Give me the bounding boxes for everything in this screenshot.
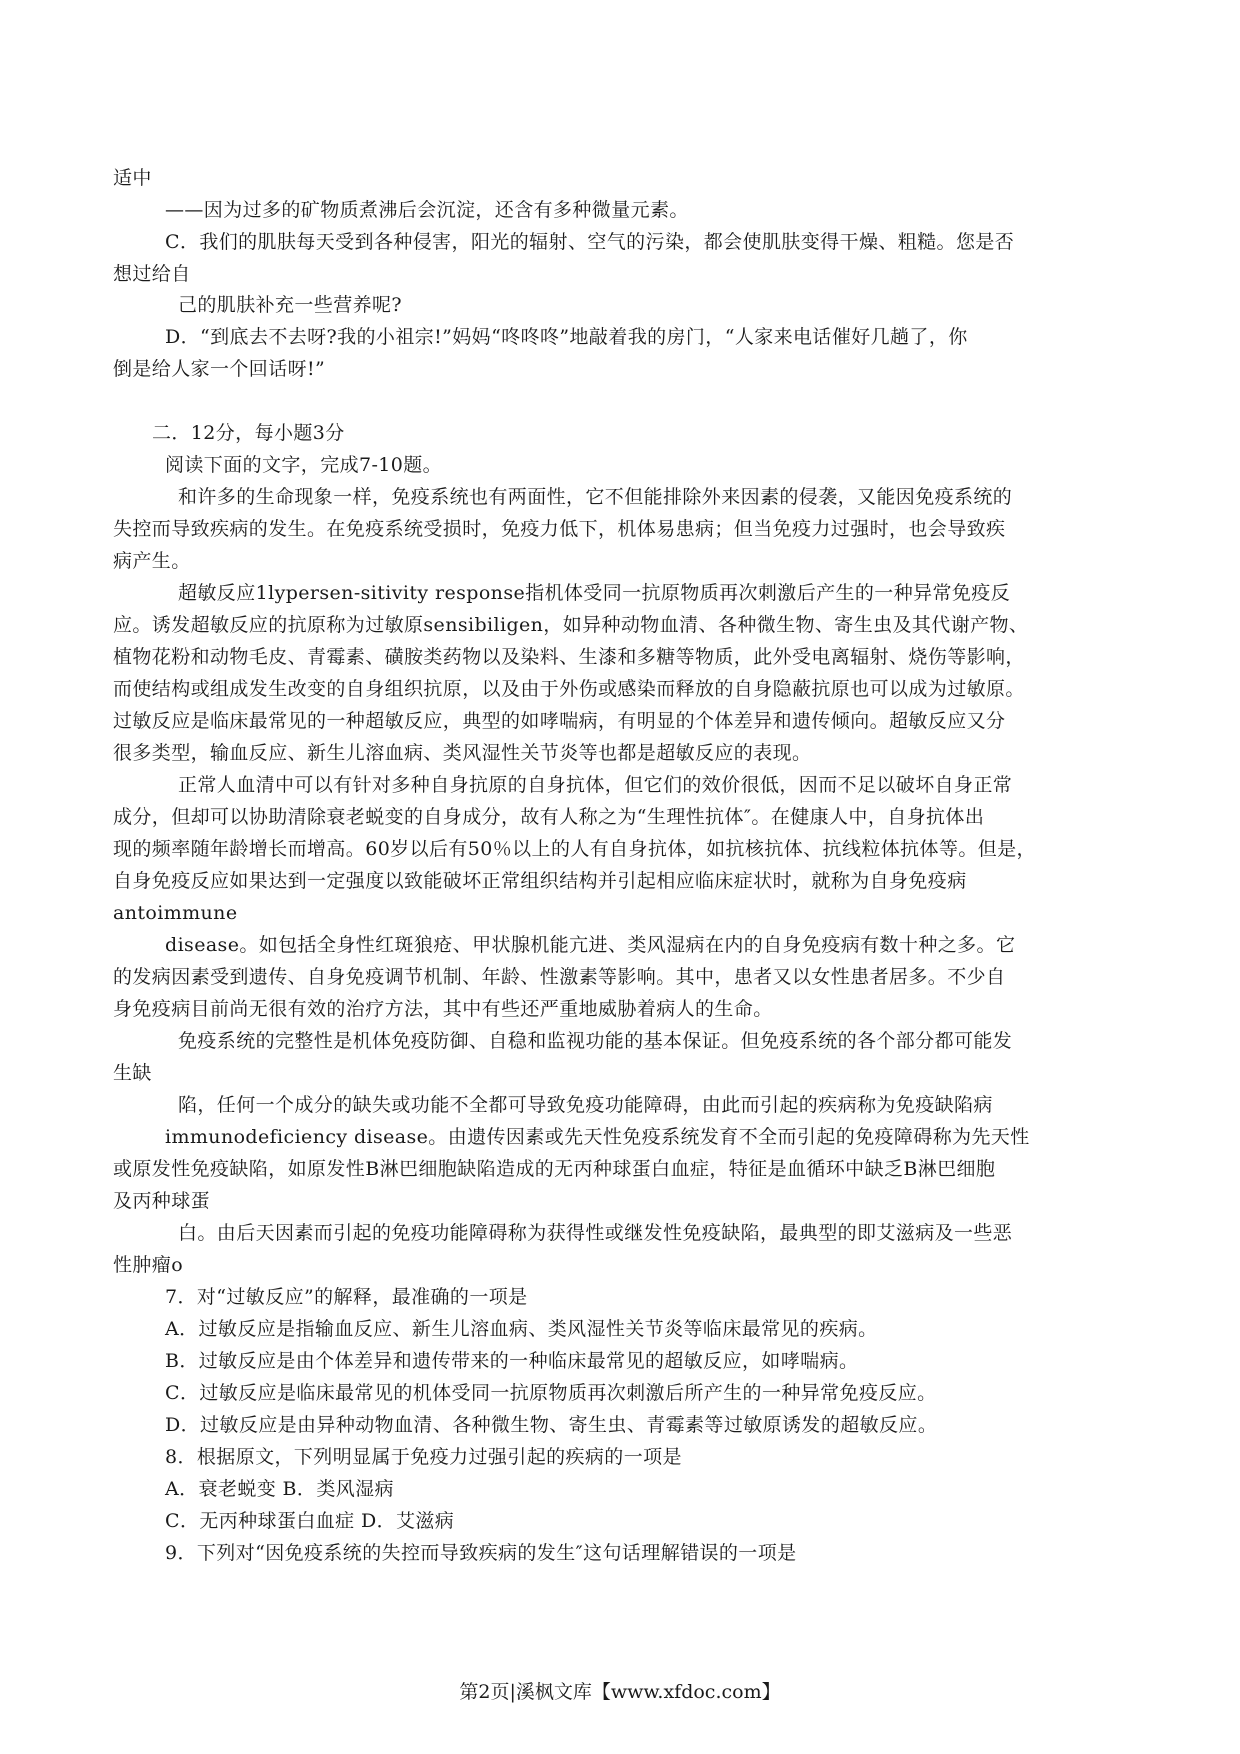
section-heading: 二．12分，每小题3分 <box>152 422 345 444</box>
text-line: disease。如包括全身性红斑狼疮、甲状腺机能亢进、类风湿病在内的自身免疫病有数十种之多。它 <box>165 934 1016 956</box>
option-line: C．无丙种球蛋白血症 D．艾滋病 <box>165 1510 455 1532</box>
text-line: 自身免疫反应如果达到一定强度以致能破坏正常组织结构并引起相应临床症状时，就称为自身免疫病 <box>113 870 967 892</box>
text-line: antoimmune <box>113 902 238 924</box>
text-line: 而使结构或组成发生改变的自身组织抗原，以及由于外伤或感染而释放的自身隐蔽抗原也可以成为过敏原。 <box>113 678 1025 700</box>
question-8: 8．根据原文，下列明显属于免疫力过强引起的疾病的一项是 <box>165 1446 682 1468</box>
text-line: 的发病因素受到遗传、自身免疫调节机制、年龄、性激素等影响。其中，患者又以女性患者居多。不少自 <box>113 966 1006 988</box>
text-line: 和许多的生命现象一样，免疫系统也有两面性，它不但能排除外来因素的侵袭，又能因免疫系统的 <box>178 486 1013 508</box>
text-line: 现的频率随年龄增长而增高。60岁以后有50％以上的人有自身抗体，如抗核抗体、抗线粒体抗体等。但是， <box>113 838 1036 860</box>
text-line: 正常人血清中可以有针对多种自身抗原的自身抗体，但它们的效价很低，因而不足以破坏自身正常 <box>178 774 1013 796</box>
text-line: C．我们的肌肤每天受到各种侵害，阳光的辐射、空气的污染，都会使肌肤变得干燥、粗糙。您是否 <box>165 231 1015 253</box>
text-line: 成分，但却可以协助清除衰老蜕变的自身成分，故有人称之为“生理性抗体″。在健康人中，自身抗体出 <box>113 806 985 828</box>
text-line: 超敏反应1lypersen-sitivity response指机体受同一抗原物质再次刺激后产生的一种异常免疫反 <box>178 582 1011 604</box>
text-line: 过敏反应是临床最常见的一种超敏反应，典型的如哮喘病，有明显的个体差异和遗传倾向。超敏反应又分 <box>113 710 1006 732</box>
text-line: D．“到底去不去呀?我的小祖宗!”妈妈“咚咚咚”地敲着我的房门，“人家来电话催好几趟了，你 <box>165 326 968 348</box>
text-line: 免疫系统的完整性是机体免疫防御、自稳和监视功能的基本保证。但免疫系统的各个部分都可能发 <box>178 1030 1013 1052</box>
text-line: 应。诱发超敏反应的抗原称为过敏原sensibiligen，如异种动物血清、各种微生物、寄生虫及其代谢产物、 <box>113 614 1029 636</box>
option-line: A．衰老蜕变 B．类风湿病 <box>165 1478 394 1500</box>
text-line: 病产生。 <box>113 550 191 572</box>
option-line: C．过敏反应是临床最常见的机体受同一抗原物质再次刺激后所产生的一种异常免疫反应。 <box>165 1382 937 1404</box>
text-line: 或原发性免疫缺陷，如原发性B淋巴细胞缺陷造成的无丙种球蛋白血症，特征是血循环中缺乏B淋巴细胞 <box>113 1158 996 1180</box>
text-line: 失控而导致疾病的发生。在免疫系统受损时，免疫力低下，机体易患病；但当免疫力过强时，也会导致疾 <box>113 518 1006 540</box>
text-line: 及丙种球蛋 <box>113 1190 211 1212</box>
text-line: 倒是给人家一个回话呀!” <box>113 358 326 380</box>
text-line: 己的肌肤补充一些营养呢? <box>178 294 402 316</box>
text-line: 植物花粉和动物毛皮、青霉素、磺胺类药物以及染料、生漆和多糖等物质，此外受电离辐射、烧伤等影响， <box>113 646 1025 668</box>
option-line: D．过敏反应是由异种动物血清、各种微生物、寄生虫、青霉素等过敏原诱发的超敏反应。 <box>165 1414 938 1436</box>
page-footer: 第2页|溪枫文库【www.xfdoc.com】 <box>459 1681 781 1703</box>
text-line: immunodeficiency disease。由遗传因素或先天性免疫系统发育不全而引起的免疫障碍称为先天性 <box>165 1126 1030 1148</box>
text-line: 阅读下面的文字，完成7-10题。 <box>165 454 443 476</box>
option-line: A．过敏反应是指输血反应、新生儿溶血病、类风湿性关节炎等临床最常见的疾病。 <box>165 1318 878 1340</box>
text-line: 生缺 <box>113 1062 152 1084</box>
text-line: 性肿瘤o <box>113 1254 184 1276</box>
text-line: 身免疫病目前尚无很有效的治疗方法，其中有些还严重地威胁着病人的生命。 <box>113 998 773 1020</box>
question-9: 9．下列对“因免疫系统的失控而导致疾病的发生″这句话理解错误的一项是 <box>165 1542 797 1564</box>
option-line: B．过敏反应是由个体差异和遗传带来的一种临床最常见的超敏反应，如哮喘病。 <box>165 1350 859 1372</box>
text-line: 陷，任何一个成分的缺失或功能不全都可导致免疫功能障碍，由此而引起的疾病称为免疫缺陷病 <box>178 1094 993 1116</box>
text-line: 想过给自 <box>113 263 191 285</box>
text-line: 适中 <box>113 167 152 189</box>
text-line: ——因为过多的矿物质煮沸后会沉淀，还含有多种微量元素。 <box>165 199 689 221</box>
question-7: 7．对“过敏反应”的解释，最准确的一项是 <box>165 1286 528 1308</box>
text-line: 很多类型，输血反应、新生儿溶血病、类风湿性关节炎等也都是超敏反应的表现。 <box>113 742 812 764</box>
text-line: 白。由后天因素而引起的免疫功能障碍称为获得性或继发性免疫缺陷，最典型的即艾滋病及一些恶 <box>178 1222 1013 1244</box>
